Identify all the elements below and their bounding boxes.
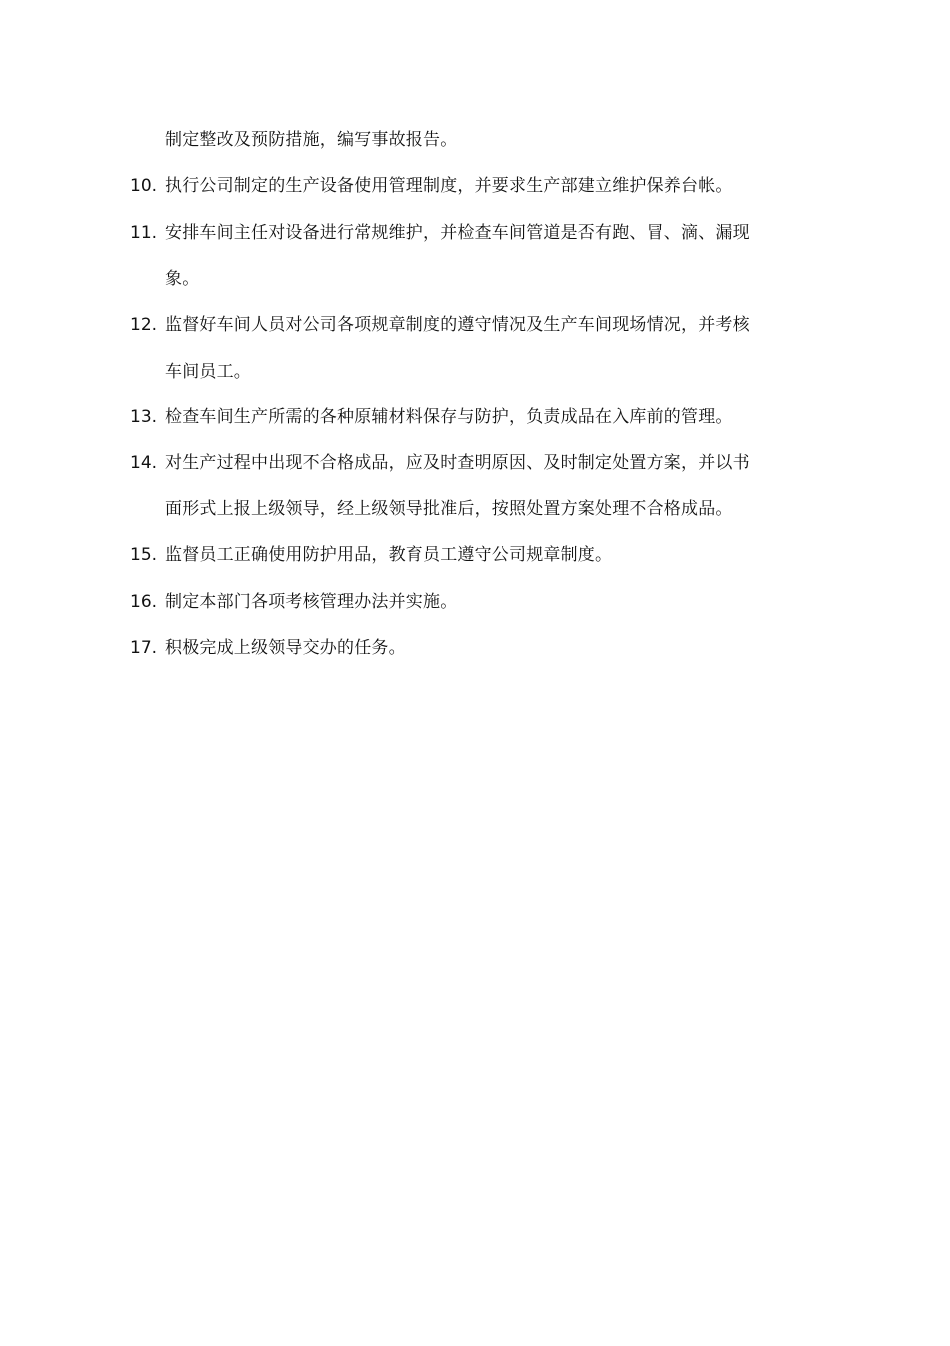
item-text: 监督好车间人员对公司各项规章制度的遵守情况及生产车间现场情况，并考核	[165, 315, 750, 335]
item-text-continued: 车间员工。	[165, 362, 251, 382]
item-number: 10.	[130, 176, 158, 196]
continuation-text: 制定整改及预防措施，编写事故报告。	[165, 130, 458, 150]
item-number: 17.	[130, 638, 158, 658]
item-text: 积极完成上级领导交办的任务。	[165, 638, 406, 658]
item-number: 13.	[130, 407, 158, 427]
item-number: 14.	[130, 453, 158, 473]
item-text: 执行公司制定的生产设备使用管理制度，并要求生产部建立维护保养台帐。	[165, 176, 733, 196]
item-text: 对生产过程中出现不合格成品，应及时查明原因、及时制定处置方案，并以书	[165, 453, 750, 473]
item-number: 11.	[130, 223, 158, 243]
item-text: 制定本部门各项考核管理办法并实施。	[165, 592, 458, 612]
item-text: 安排车间主任对设备进行常规维护，并检查车间管道是否有跑、冒、滴、漏现	[165, 223, 750, 243]
item-text-continued: 象。	[165, 269, 200, 289]
item-number: 15.	[130, 545, 158, 565]
item-text-continued: 面形式上报上级领导，经上级领导批准后，按照处置方案处理不合格成品。	[165, 499, 733, 519]
item-number: 16.	[130, 592, 158, 612]
item-number: 12.	[130, 315, 158, 335]
item-text: 检查车间生产所需的各种原辅材料保存与防护，负责成品在入库前的管理。	[165, 407, 733, 427]
item-text: 监督员工正确使用防护用品，教育员工遵守公司规章制度。	[165, 545, 613, 565]
